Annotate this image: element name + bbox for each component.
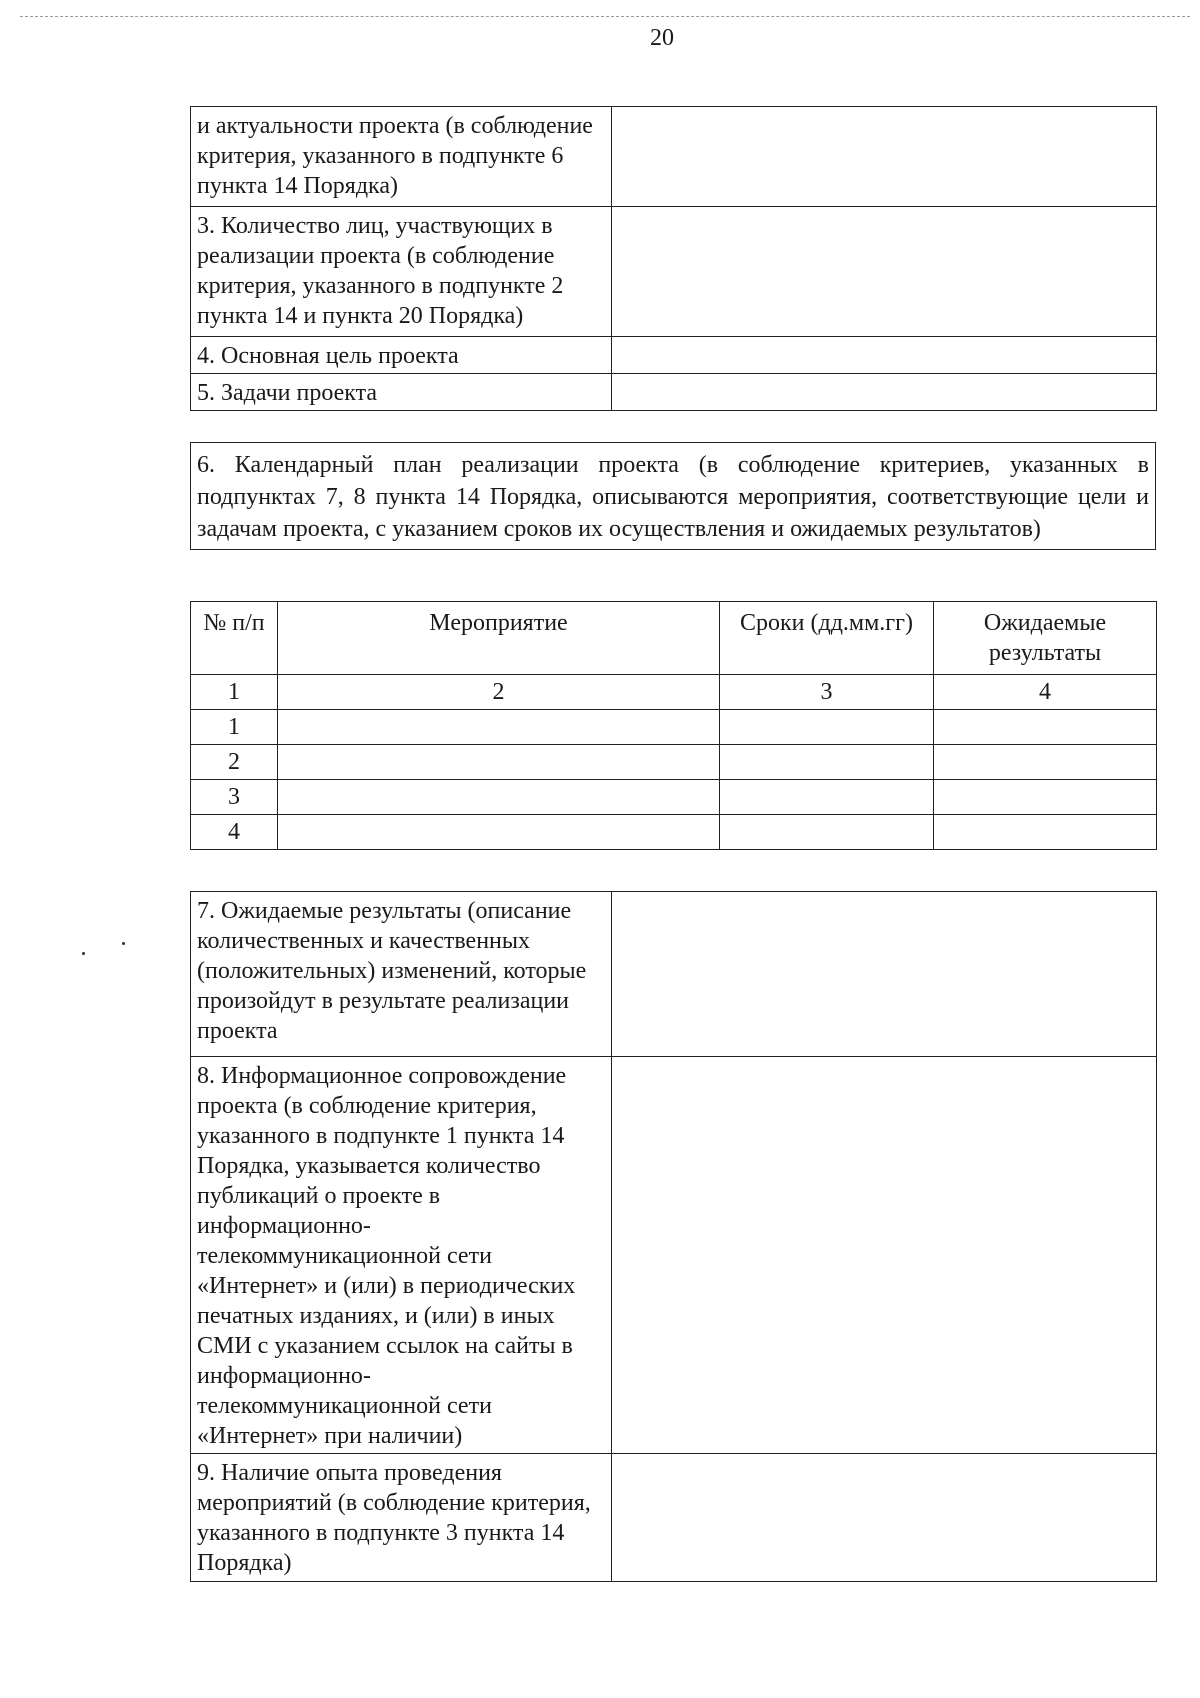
calendar-header-row: [191, 602, 1157, 675]
form-value-cell[interactable]: [612, 1454, 1157, 1582]
form-value-cell[interactable]: [612, 107, 1157, 207]
dates-cell[interactable]: [720, 815, 934, 850]
col-header-event: Мероприятие: [278, 602, 720, 675]
form-label: 7. Ожидаемые результаты (описание количественных и качественных (положительных) изменений, которые произойдут в результате реализации проекта: [191, 892, 612, 1057]
form-label: 8. Информационное сопровождение проекта (в соблюдение критерия, указанного в подпункте 1 пункта 14 Порядка, указывается количество публикаций о проекте в информационно-телекоммуникационной сети «Интернет» и (или) в периодических печатных изданиях, и (или) в иных СМИ с указанием ссылок на сайты в информационно-телекоммуникационной сети «Интернет» при наличии): [191, 1057, 612, 1454]
col-header-number: № п/п: [191, 602, 278, 675]
column-number: 3: [720, 675, 934, 710]
form-row-expected-results: [191, 892, 1157, 1057]
column-number: 1: [191, 675, 278, 710]
dates-cell[interactable]: [720, 745, 934, 780]
table-row: [191, 815, 1157, 850]
form-label: и актуальности проекта (в соблюдение критерия, указанного в подпункте 6 пункта 14 Порядка): [191, 107, 612, 207]
form-value-cell[interactable]: [612, 337, 1157, 374]
row-number: 1: [191, 710, 278, 745]
form-label: 5. Задачи проекта: [191, 374, 612, 411]
form-row-main-goal: [191, 337, 1157, 374]
calendar-plan-table: [190, 601, 1157, 850]
row-number: 3: [191, 780, 278, 815]
calendar-plan-heading-box: [190, 442, 1156, 550]
results-cell[interactable]: [934, 710, 1157, 745]
column-number: 2: [278, 675, 720, 710]
dates-cell[interactable]: [720, 780, 934, 815]
form-row-experience: [191, 1454, 1157, 1582]
form-label: 9. Наличие опыта проведения мероприятий (в соблюдение критерия, указанного в подпункте 3 пункта 14 Порядка): [191, 1454, 612, 1582]
col-header-dates: Сроки (дд.мм.гг): [720, 602, 934, 675]
form-label: 3. Количество лиц, участвующих в реализации проекта (в соблюдение критерия, указанного в подпункте 2 пункта 14 и пункта 20 Порядка): [191, 207, 612, 337]
form-row-info-support: [191, 1057, 1157, 1454]
results-cell[interactable]: [934, 745, 1157, 780]
table-row: [191, 710, 1157, 745]
column-number-row: [191, 675, 1157, 710]
form-row-participants: [191, 207, 1157, 337]
form-value-cell[interactable]: [612, 207, 1157, 337]
form-value-cell[interactable]: [612, 892, 1157, 1057]
event-cell[interactable]: [278, 780, 720, 815]
page-number: 20: [650, 25, 674, 51]
form-row-tasks: [191, 374, 1157, 411]
event-cell[interactable]: [278, 710, 720, 745]
form-label: 4. Основная цель проекта: [191, 337, 612, 374]
col-header-results: Ожидаемые результаты: [934, 602, 1157, 675]
results-cell[interactable]: [934, 815, 1157, 850]
form-value-cell[interactable]: [612, 374, 1157, 411]
dates-cell[interactable]: [720, 710, 934, 745]
event-cell[interactable]: [278, 745, 720, 780]
row-number: 2: [191, 745, 278, 780]
scan-speck: [82, 952, 85, 955]
table-row: [191, 745, 1157, 780]
column-number: 4: [934, 675, 1157, 710]
form-value-cell[interactable]: [612, 1057, 1157, 1454]
project-form-table-bottom: [190, 891, 1157, 1582]
row-number: 4: [191, 815, 278, 850]
event-cell[interactable]: [278, 815, 720, 850]
form-row-relevance: [191, 107, 1157, 207]
scan-speck: [122, 942, 125, 945]
scan-edge-line: [20, 16, 1190, 17]
table-row: [191, 780, 1157, 815]
project-form-table-top: [190, 106, 1157, 411]
results-cell[interactable]: [934, 780, 1157, 815]
calendar-plan-heading: 6. Календарный план реализации проекта (в соблюдение критериев, указанных в подпунктах 7, 8 пункта 14 Порядка, описываются мероприятия, соответствующие цели и задачам проекта, с указанием сроков их осуществления и ожидаемых результатов): [191, 443, 1156, 550]
